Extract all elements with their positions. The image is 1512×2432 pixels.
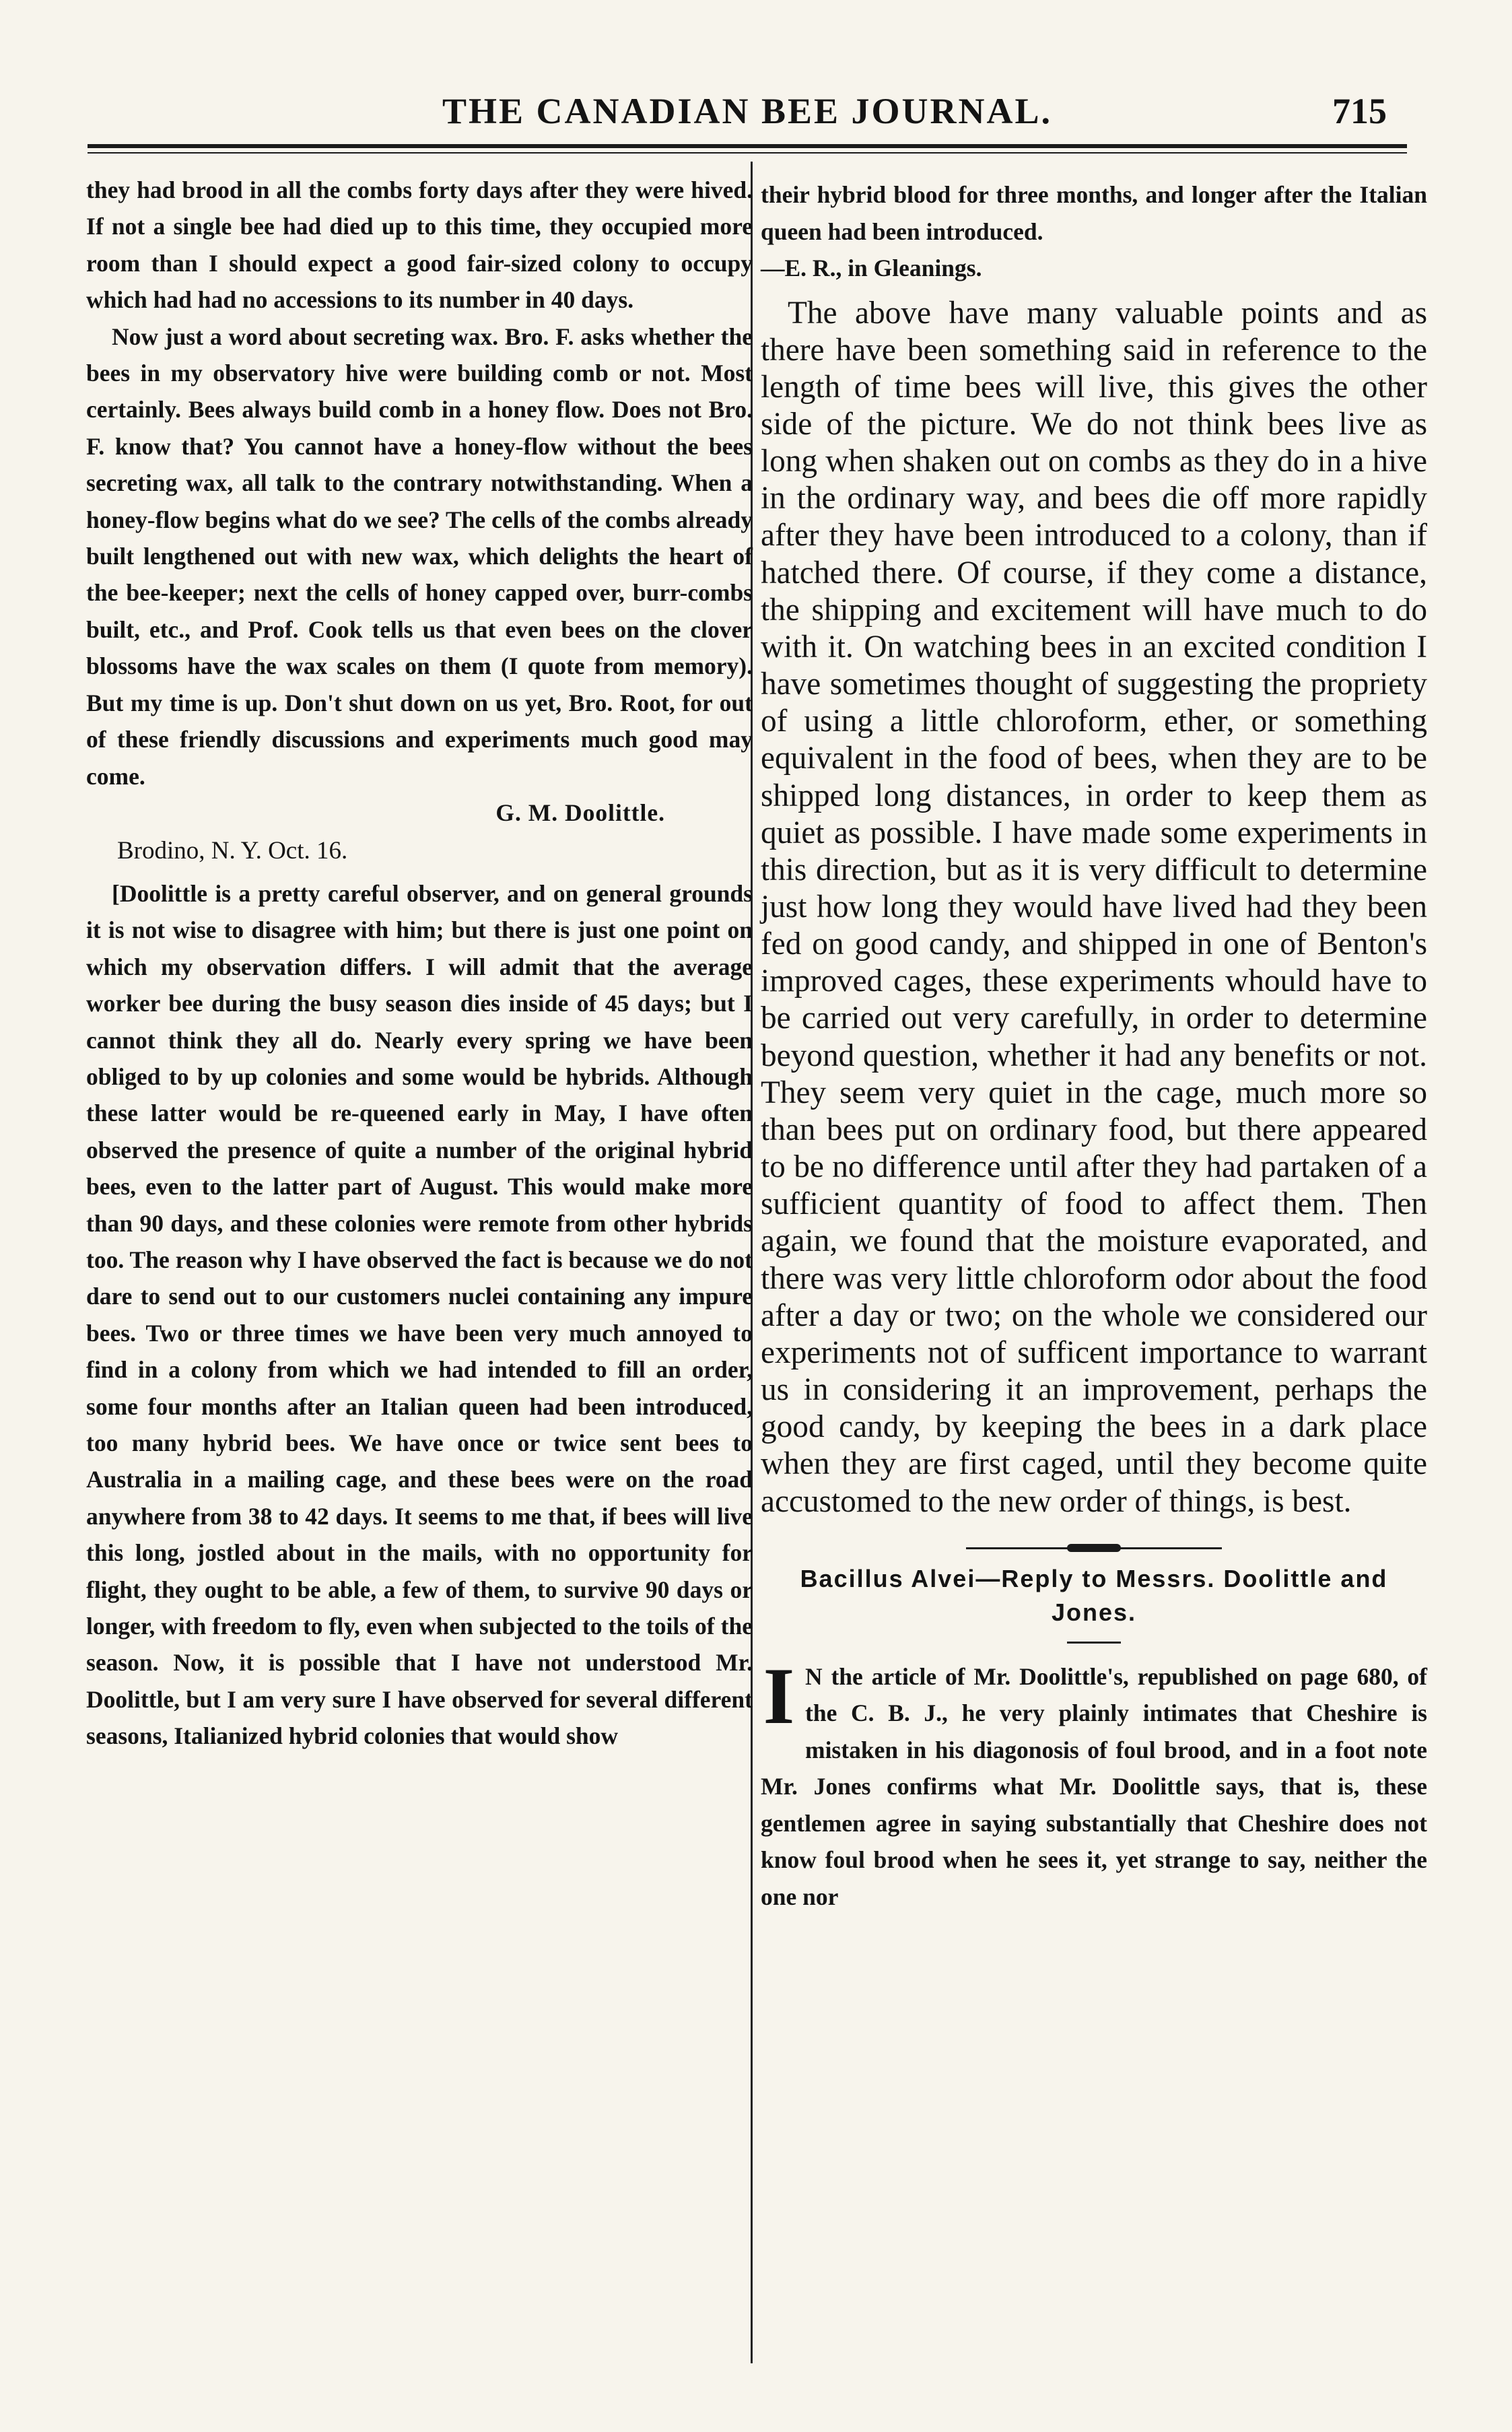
- left-column: [86, 172, 753, 1755]
- page-header: [81, 81, 1414, 141]
- article-body: N the article of Mr. Doolittle's, republished on page 680, of the C. B. J., he very plainly intimates that Cheshire is mistaken in his diagonosis of foul brood, and in a foot note Mr. Jones confirms what Mr. Doolittle says, that is, these gentlemen agree in saying substantially that Cheshire does not know foul brood when he sees it, yet strange to say, neither the one nor: [761, 1662, 1427, 1910]
- quote-source: —E. R., in Gleanings.: [761, 255, 982, 281]
- article: [761, 1650, 1427, 1916]
- page-number: 715: [1332, 91, 1387, 131]
- continuation-text: their hybrid blood for three months, and longer after the Italian queen had been introduced.: [761, 181, 1427, 245]
- editorial-continuation: [761, 176, 1427, 287]
- header-rule-thick: [88, 144, 1407, 148]
- author-signature: G. M. Doolittle.: [495, 799, 665, 826]
- editor-comment: The above have many valuable points and as there have been something said in reference to the length of time bees will live, this gives the other side of the picture. We do not think bees live as long when shaken out on combs as they do in a hive in the ordinary way, and bees die off more rapidly after they have been introduced to a colony, than if hatched there. Of course, if they come a distance, the shipping and excitement will have much to do with it. On watching bees in an excited condition I have sometimes thought of suggesting the propriety of using a little chloroform, ether, or something equivalent in the food of bees, when they are to be shipped long distances, in order to keep them as quiet as possible. I have made some experiments in this direction, but as it is very difficult to determine just how long they would have lived had they been fed on good candy, and shipped in one of Benton's improved cages, these experiments whould have to be carried out very carefully, in order to determine beyond question, whether it had any benefits or not. They seem very quiet in the cage, much more so than bees put on ordinary food, but there appeared to be no difference until after they had partaken of a sufficient quantity of food to affect them. Then again, we found that the moisture evaporated, and there was very little chloroform odor about the food after a day or two; on the whole we considered our experiments not of sufficent importance to warrant us in considering it an improvement, perhaps the good candy, by keeping the bees in a dark place when they are first caged, until they become quite accustomed to the new order of things, is best.: [761, 295, 1427, 1519]
- right-column: [761, 176, 1427, 1915]
- paragraph-wax: Now just a word about secreting wax. Bro. F. asks whether the bees in my observatory hive were building comb or not. Most certainly. Bees always build comb in a honey flow. Does not Bro. F. know that? You cannot have a honey-flow without the bees secreting wax, all talk to the contrary notwithstanding. When a honey-flow begins what do we see? The cells of the combs already built lengthened out with new wax, which delights the heart of the bee-keeper; next the cells of honey capped over, burr-combs built, etc., and Prof. Cook tells us that even bees on the clover blossoms have the wax scales on them (I quote from memory). But my time is up. Don't shut down on us yet, Bro. Root, for out of these friendly discussions and experiments much good may come.: [86, 323, 753, 790]
- drop-cap: I: [763, 1650, 795, 1741]
- paragraph-brood: they had brood in all the combs forty days after they were hived. If not a single bee had died up to this time, they occupied more room than I should expect a good fair-sized colony to occupy which had had no accessions to its number in 40 days.: [86, 176, 753, 314]
- title-rule: [1067, 1642, 1121, 1644]
- dateline: Brodino, N. Y. Oct. 16.: [117, 836, 348, 865]
- journal-title: THE CANADIAN BEE JOURNAL.: [442, 91, 1053, 131]
- editorial-note: [Doolittle is a pretty careful observer, and on general grounds it is not wise to disagree with him; but there is just one point on which my observation differs. I will admit that the average worker bee during the busy season dies inside of 45 days; but I cannot think they all do. Nearly every spring we have been obliged to by up colonies and some would be hybrids. Although these latter would be re-queened early in May, I have often observed the presence of quite a number of the original hybrid bees, even to the latter part of August. This would make more than 90 days, and these colonies were remote from other hybrids too. The reason why I have observed the fact is because we do not dare to send out to our customers nuclei containing any impure bees. Two or three times we have been very much annoyed to find in a colony from which we had intended to fill an order, some four months after an Italian queen had been introduced, too many hybrid bees. We have once or twice sent bees to Australia in a mailing cage, and these bees were on the road anywhere from 38 to 42 days. It seems to me that, if bees will live this long, jostled about in the mails, with no opportunity for flight, they ought to be able, a few of them, to survive 90 days or longer, with freedom to fly, even when subjected to the toils of the season. Now, it is possible that I have not understood Mr. Doolittle, but I am very sure I have observed for several different seasons, Italianized hybrid colonies that would show: [86, 879, 753, 1750]
- section-ornament: [966, 1543, 1222, 1553]
- article-title: Bacillus Alvei—Reply to Messrs. Doolittle and Jones.: [800, 1564, 1388, 1626]
- header-rule-thin: [88, 152, 1407, 154]
